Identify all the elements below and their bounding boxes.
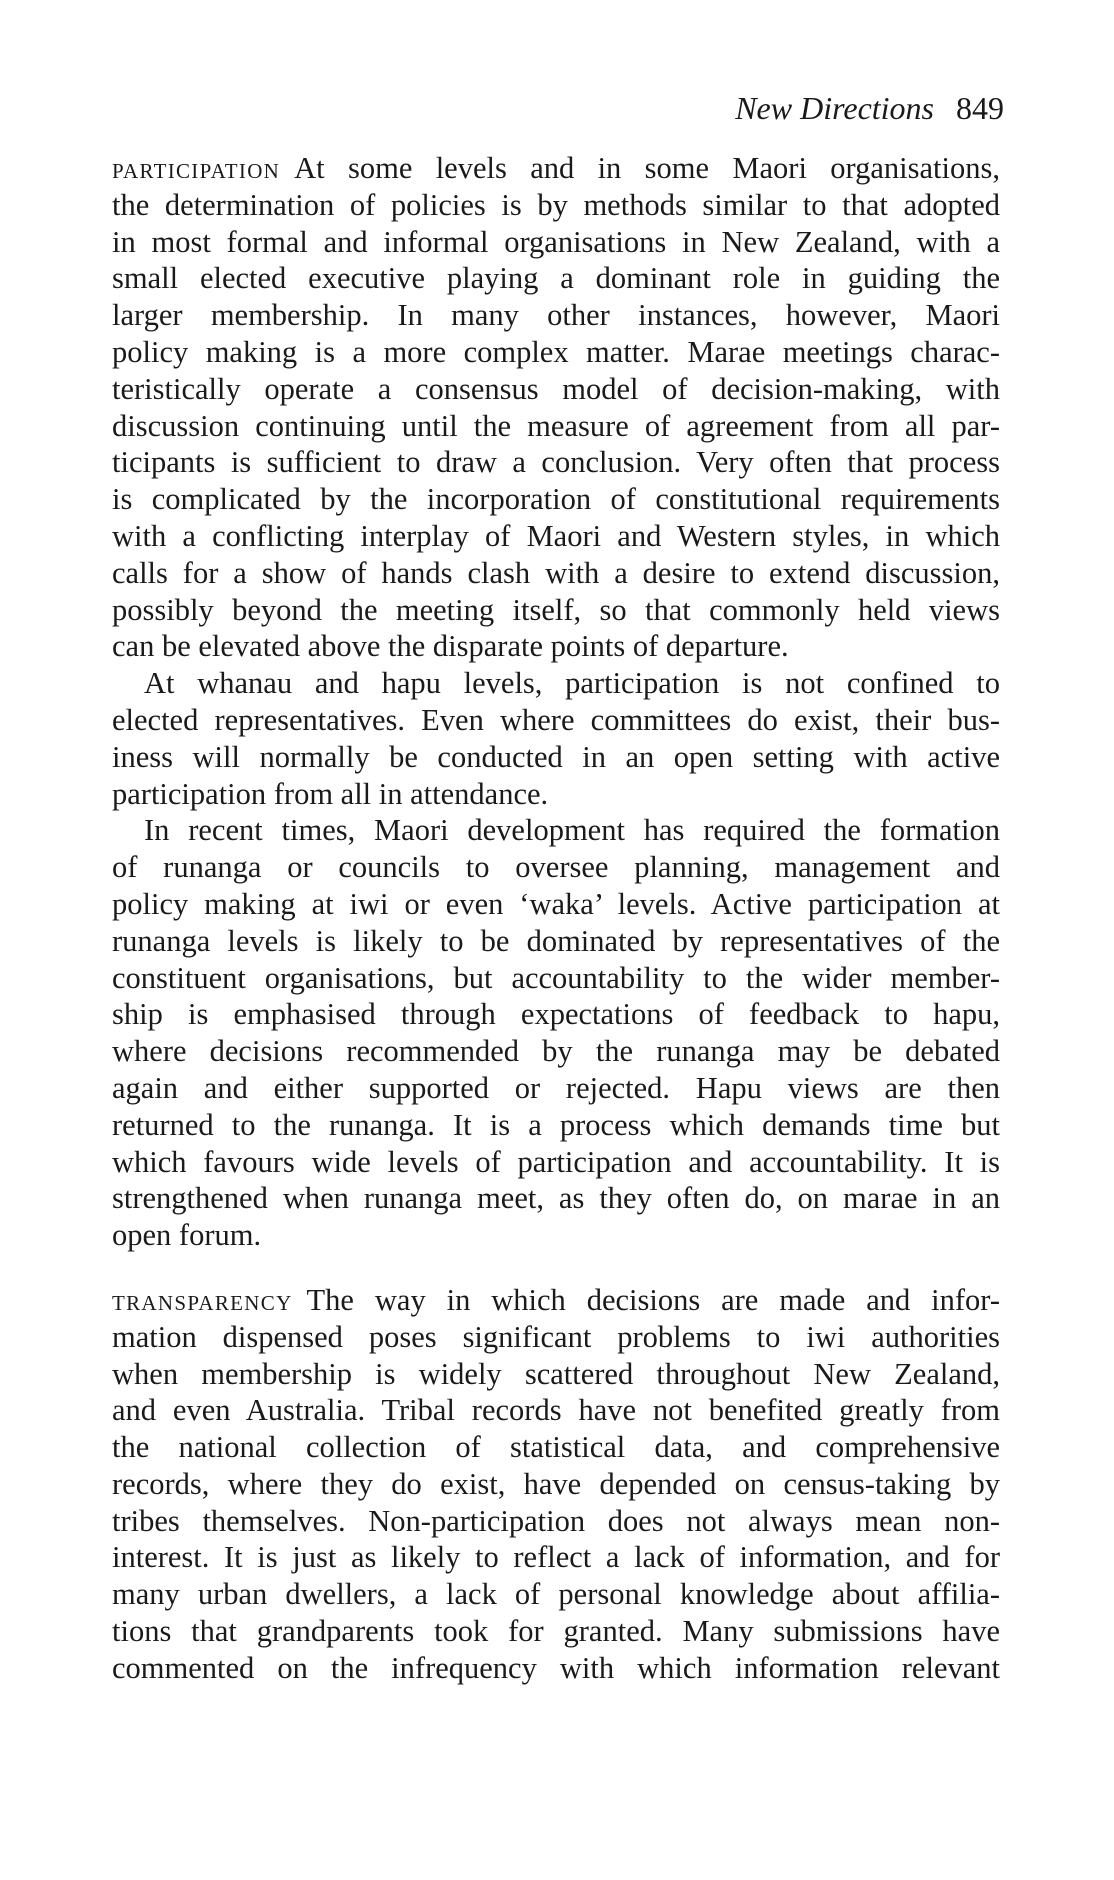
text-line: when membership is widely scattered throughout New Zealand, (112, 1356, 1000, 1391)
text-line: small elected executive playing a dominant role in guiding the (112, 261, 1000, 296)
text-line: again and either supported or rejected. Hapu views are then (112, 1070, 1000, 1105)
text-line: iness will normally be conducted in an open setting with active (112, 739, 1000, 774)
text-line: where decisions recommended by the runanga may be debated (112, 1034, 1000, 1069)
text-line: returned to the runanga. It is a process which demands time but (112, 1107, 1000, 1142)
text-line: in most formal and informal organisations in New Zealand, with a (112, 224, 1000, 259)
text-line: many urban dwellers, a lack of personal knowledge about affilia- (112, 1577, 1000, 1612)
text-line: elected representatives. Even where committees do exist, their bus- (112, 702, 1000, 737)
section-heading-participation: PARTICIPATION (112, 159, 281, 183)
section-gap (112, 1254, 1000, 1282)
text-line: PARTICIPATION At some levels and in some Maori organisations, (112, 151, 1000, 185)
text-line: mation dispensed poses significant problems to iwi authorities (112, 1319, 1000, 1354)
text-line: discussion continuing until the measure of agreement from all par- (112, 408, 1000, 443)
text-line: strengthened when runanga meet, as they often do, on marae in an (112, 1181, 1000, 1216)
text-line: possibly beyond the meeting itself, so that commonly held views (112, 592, 1000, 627)
text-line: tribes themselves. Non-participation does not always mean non- (112, 1503, 1000, 1538)
text-line: tions that grandparents took for granted. Many submissions have (112, 1614, 1000, 1649)
text-line: interest. It is just as likely to reflect a lack of information, and for (112, 1540, 1000, 1575)
text-line: can be elevated above the disparate points of departure. (112, 629, 789, 664)
text-line: TRANSPARENCY The way in which decisions are made and infor- (112, 1282, 1000, 1317)
text-line: larger membership. In many other instances, however, Maori (112, 298, 1000, 333)
running-title: New Directions (735, 90, 934, 126)
text-line: participation from all in attendance. (112, 776, 549, 811)
text-line: the national collection of statistical data, and comprehensive (112, 1430, 1000, 1465)
text-line: ship is emphasised through expectations of feedback to hapu, (112, 997, 1000, 1032)
text-line: the determination of policies is by methods similar to that adopted (112, 187, 1000, 222)
text-line: is complicated by the incorporation of constitutional requirements (112, 482, 1000, 517)
text-line: constituent organisations, but accountability to the wider member- (112, 960, 1000, 995)
text-line: At whanau and hapu levels, participation is not confined to (144, 666, 1000, 701)
page-number: 849 (956, 90, 1004, 126)
section-heading-transparency: TRANSPARENCY (112, 1290, 293, 1315)
body-text (112, 150, 1000, 1687)
text-line: and even Australia. Tribal records have not benefited greatly from (112, 1393, 1000, 1428)
text-line: policy making at iwi or even ‘waka’ levels. Active participation at (112, 886, 1000, 921)
text-line: of runanga or councils to oversee planning, management and (112, 850, 1000, 885)
text-line: which favours wide levels of participation and accountability. It is (112, 1144, 1000, 1179)
text-line: policy making is a more complex matter. Marae meetings charac- (112, 334, 1000, 369)
text-line: open forum. (112, 1218, 262, 1253)
running-head (735, 88, 1004, 128)
text-line: commented on the infrequency with which information relevant (112, 1650, 1000, 1685)
text-line: In recent times, Maori development has required the formation (144, 813, 1000, 848)
text-line: with a conflicting interplay of Maori and Western styles, in which (112, 518, 1000, 553)
text-line: runanga levels is likely to be dominated by representatives of the (112, 923, 1000, 958)
text-line: calls for a show of hands clash with a desire to extend discussion, (112, 555, 1000, 590)
text-line: teristically operate a consensus model of decision-making, with (112, 371, 1000, 406)
text-line: records, where they do exist, have depended on census-taking by (112, 1466, 1000, 1501)
text-line: ticipants is sufficient to draw a conclusion. Very often that process (112, 445, 1000, 480)
